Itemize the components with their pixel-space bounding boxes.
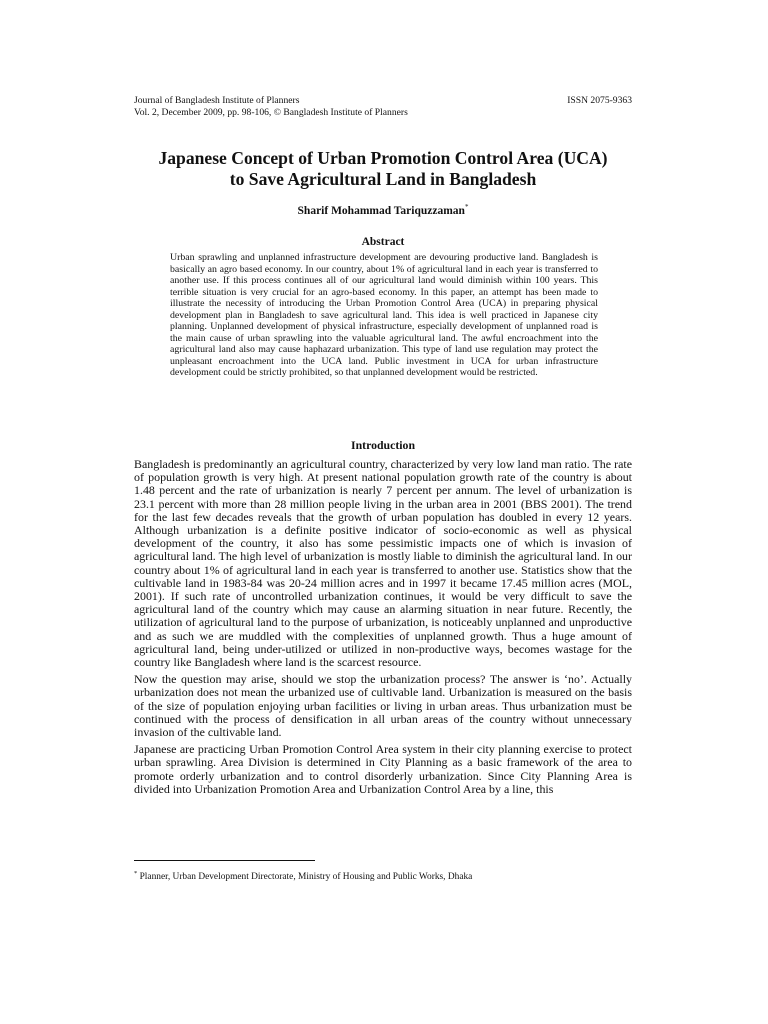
footnote-text: Planner, Urban Development Directorate, Ministry of Housing and Public Works, Dhaka [139, 872, 473, 883]
paper-title-line-1: Japanese Concept of Urban Promotion Control Area (UCA) [158, 148, 608, 168]
abstract-heading: Abstract [361, 236, 405, 248]
introduction-paragraph-2: Now the question may arise, should we stop the urbanization process? The answer is ‘no’. Actually urbanization does not mean the urbanized use of cultivable land. Urbanization is measured on the basis of the size of population enjoying urban facilities or living in urban areas. Thus urbanization must be continued with the process of densification in all urban areas of the country without unnecessary invasion of the cultivable land. [134, 672, 632, 740]
paper-title-line-2: to Save Agricultural Land in Bangladesh [229, 169, 537, 189]
footnote-divider [134, 860, 315, 861]
author-name: Sharif Mohammad Tariquzzaman [297, 204, 465, 217]
footnote-mark: * [134, 870, 138, 877]
introduction-paragraph-1: Bangladesh is predominantly an agricultural country, characterized by very low land man ratio. The rate of population growth is very high. At present national population growth rate of the country is about 1.48 percent and the rate of urbanization is nearly 7 percent per annum. The level of urbanization is 23.1 percent with more than 28 million people living in the urban area in 2001 (BBS 2001). The trend for the last few decades reveals that the growth of urban population has doubled in every 12 years. Although urbanization is a definite positive indicator of socio-economic as well as physical development of the country, it also has some pessimistic impacts one of which is invasion of agricultural land. The high level of urbanization is mostly liable to diminish the agricultural land. In our country about 1% of agricultural land in each year is transferred to another use. Statistics show that the cultivable land in 1983-84 was 20-24 million acres and in 1997 it became 17.45 million acres (MOL, 2001). If such rate of uncontrolled urbanization continues, it would be very difficult to save the agricultural land of the country which may cause an alarming situation in near future. Recently, the utilization of agricultural land to the purpose of urbanization, is noticeably unplanned and unproductive and as such we are muddled with the complexities of unplanned growth. Thus a huge amount of agricultural land, being under-utilized or utilized in non-productive ways, becomes wastage for the country like Bangladesh where land is the scarcest resource. [134, 457, 632, 670]
author-line [134, 200, 632, 218]
author-footnote-mark: * [464, 203, 469, 211]
journal-volume: Vol. 2, December 2009, pp. 98-106, © Bangladesh Institute of Planners [134, 107, 408, 118]
journal-name: Journal of Bangladesh Institute of Planners [134, 95, 300, 106]
abstract-text: Urban sprawling and unplanned infrastructure development are devouring productive land. Bangladesh is basically an agro based economy. In our country, about 1% of agricultural land in each year is transferred to another use. If this process continues all of our agricultural land would diminish within 100 years. This terrible situation is very crucial for an agro-based economy. In this paper, an attempt has been made to illustrate the necessity of introducing the Urban Promotion Control Area (UCA) in preparing physical development plan in Bangladesh to save agricultural land. This idea is well practiced in Japanese city planning. Unplanned development of physical infrastructure, especially development of unplanned road is the main cause of urban sprawling into the valuable agricultural land. The awful encroachment into the agricultural land also may cause haphazard urbanization. This type of land use regulation may protect the unpleasant encroachment into the UCA land. Public investment in UCA for urban infrastructure development could be strictly prohibited, so that unplanned development would be restricted. [170, 252, 598, 378]
paper-title [134, 148, 632, 190]
paper-page [134, 0, 632, 1024]
introduction-body [134, 458, 632, 800]
issn-number: ISSN 2075-9363 [567, 95, 632, 106]
introduction-heading: Introduction [350, 438, 416, 452]
journal-citation [134, 95, 408, 119]
footnote [134, 868, 632, 883]
introduction-paragraph-3: Japanese are practicing Urban Promotion Control Area system in their city planning exercise to protect urban sprawling. Area Division is determined in City Planning as a basic framework of the area to promote orderly urbanization and to control disorderly urbanization. Since City Planning Area is divided into Urbanization Promotion Area and Urbanization Control Area by a line, this [134, 742, 632, 796]
